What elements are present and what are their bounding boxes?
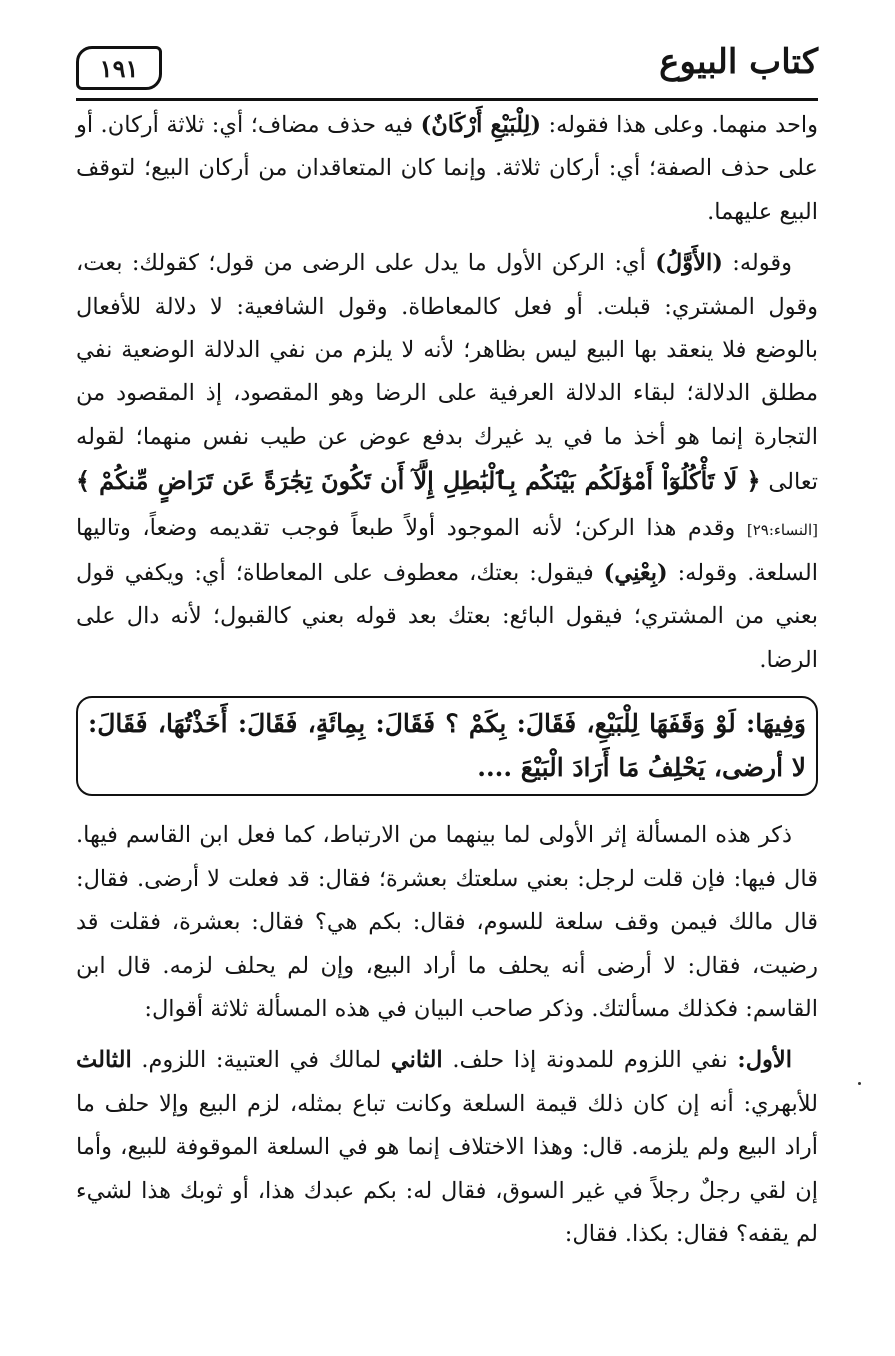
p2-text-3: وقدم هذا الركن؛ لأنه الموجود أولاً طبعاً فوجب تقديمه وضعاً، وتاليها السلعة. وقوله: bbox=[76, 514, 818, 587]
p4-text-1: نفي اللزوم للمدونة إذا حلف. bbox=[442, 1047, 738, 1074]
p4-bold-first: الأول: bbox=[737, 1047, 793, 1074]
page-header bbox=[76, 40, 818, 101]
p1-quote-arkan: (لِلْبَيْعِ أَرْكَانٌ) bbox=[420, 112, 542, 138]
p2-text-4: فيقول: بعتك، معطوف على المعاطاة؛ أي: ويكفي قول بعني من المشتري؛ فيقول البائع: بعتك بعد قوله بعني كالقبول؛ لأنه دال على الرضا. bbox=[76, 560, 818, 673]
p1-text-2: فيه حذف مضاف؛ أي: ثلاثة أركان. أو على حذف الصفة؛ أي: أركان ثلاثة. وإنما كان المتعاقدان من أركان البيع؛ لتوقف البيع عليهما. bbox=[76, 112, 818, 225]
matn-box bbox=[76, 696, 818, 796]
quran-verse: ﴿ لَا تَأْكُلُوٓاْ أَمْوَٰلَكُم بَيْنَكُم بِٱلْبَٰطِلِ إِلَّآ أَن تَكُونَ تِجَٰرَةً عَن تَرَاضٍ مِّنكُمْ ﴾ bbox=[76, 466, 761, 496]
p2-quote-awwal: (الأَوَّلُ) bbox=[655, 250, 723, 277]
matn-text: وَفِيهَا: لَوْ وَقَفَهَا لِلْبَيْعِ، فَقَالَ: بِكَمْ ؟ فَقَالَ: بِمِائَةٍ، فَقَالَ: أَخَذْتُهَا، فَقَالَ: لا أرضى، يَحْلِفُ مَا أَرَادَ الْبَيْعَ .... bbox=[88, 709, 806, 783]
p4-bold-third: الثالث bbox=[76, 1047, 132, 1074]
p4-text-2: لمالك في العتبية: اللزوم. bbox=[131, 1047, 391, 1074]
paragraph-1 bbox=[76, 104, 818, 234]
paragraph-4 bbox=[76, 1039, 818, 1256]
book-title: كتاب البيوع bbox=[659, 42, 818, 82]
page-body bbox=[76, 104, 818, 1256]
p4-bold-second: الثاني bbox=[390, 1047, 443, 1074]
margin-dot bbox=[858, 1082, 861, 1085]
page-number-box bbox=[76, 46, 162, 90]
p2-quote-bini: (بِعْنِي) bbox=[603, 560, 668, 587]
p2-text-1: وقوله: bbox=[722, 250, 792, 277]
p2-text-2: أي: الركن الأول ما يدل على الرضى من قول؛ كقولك: بعت، وقول المشتري: قبلت. أو فعل كالمعاطاة. وقول الشافعية: لا دلالة للأفعال بالوضع فلا ينعقد بها البيع ليس بظاهر؛ لأنه لا يلزم من نفي الدلالة الوضعية نفي مطلق الدلالة؛ لبقاء الدلالة العرفية على الرضا وهو المقصود، إذ المقصود من التجارة إنما هو أخذ ما في يد غيرك بدفع عوض عن طيب نفس منهما؛ لقوله تعالى bbox=[76, 250, 818, 496]
paragraph-3: ذكر هذه المسألة إثر الأولى لما بينهما من الارتباط، كما فعل ابن القاسم فيها. قال فيها: فإن قلت لرجل: بعني سلعتك بعشرة؛ فقال: قد فعلت لا أرضى. فقال: قال مالك فيمن وقف سلعة للسوم، فقال: بكم هي؟ فقال: بعشرة، فقلت قد رضيت، فقال: لا أرضى أنه يحلف ما أراد البيع، وإن لم يحلف لزمه. قال ابن القاسم: فكذلك مسألتك. وذكر صاحب البيان في هذه المسألة ثلاثة أقوال: bbox=[76, 822, 818, 1022]
p1-text-1: واحد منهما. وعلى هذا فقوله: bbox=[541, 112, 818, 138]
verse-reference: [النساء:٢٩] bbox=[746, 520, 818, 539]
page-number: ١٩١ bbox=[99, 53, 139, 83]
paragraph-2 bbox=[76, 242, 818, 682]
p4-text-3: للأبهري: أنه إن كان ذلك قيمة السلعة وكانت تباع بمثله، لزم البيع وإلا حلف ما أراد البيع ولم يلزمه. قال: وهذا الاختلاف إنما هو في السلعة الموقوفة للبيع، وأما إن لقي رجلٌ رجلاً في غير السوق، فقال له: بكم عبدك هذا، أو ثوبك هذا لشيء لم يقفه؟ فقال: بكذا. فقال: bbox=[76, 1090, 818, 1247]
